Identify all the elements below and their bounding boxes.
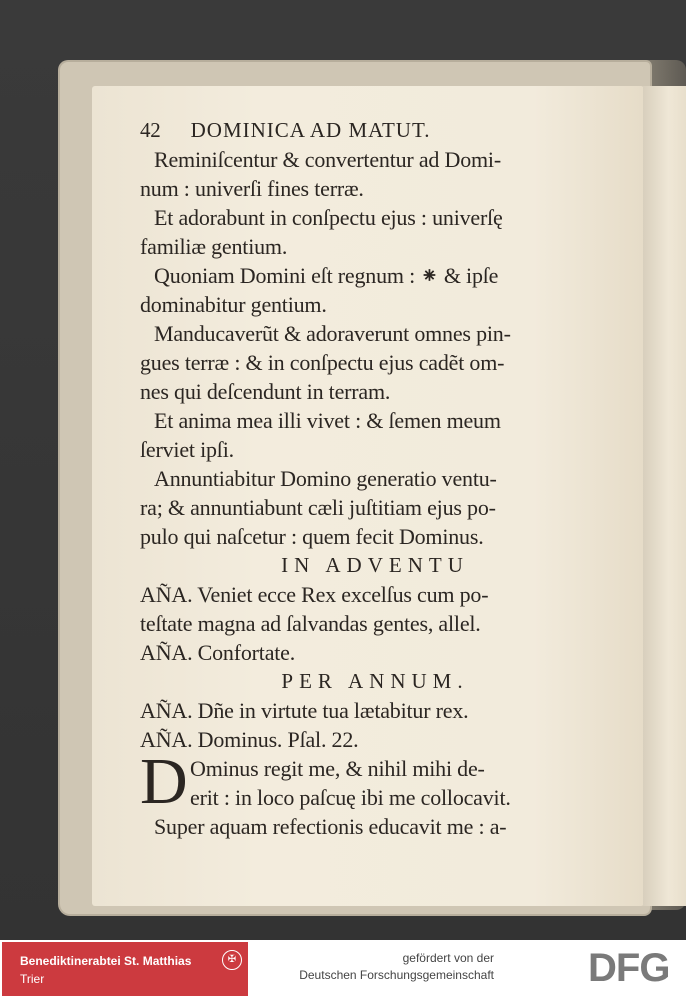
text-line: Reminiſcentur & convertentur ad Domi- [154, 147, 501, 172]
text-line: familiæ gentium. [140, 234, 288, 259]
text-line: num : univerſi fines terræ. [140, 176, 364, 201]
funding-line-2: Deutschen Forschungsgemeinschaft [299, 968, 494, 982]
running-title: DOMINICA AD MATUT. [190, 118, 431, 142]
facing-page [643, 86, 686, 906]
page-text [140, 116, 610, 841]
funding-line-1: gefördert von der [402, 951, 494, 965]
text-line: dominabitur gentium. [140, 292, 327, 317]
funding-note [299, 950, 494, 984]
text-line: Et anima mea illi vivet : & ſemen meum [154, 408, 501, 433]
text-line: pulo qui naſcetur : quem fecit Dominus. [140, 524, 484, 549]
text-line: Super aquam refectionis educavit me : a- [154, 814, 507, 839]
section-heading-advent: IN ADVENTU [281, 553, 469, 577]
institution-name: Benediktinerabtei St. Matthias [20, 954, 192, 968]
text-line: Ominus regit me, & nihil mihi de- [190, 756, 485, 781]
page-header [140, 116, 610, 145]
page-number: 42 [140, 118, 161, 142]
antiphon-line: AÑA. Dominus. Pſal. 22. [140, 727, 359, 752]
text-line: Annuntiabitur Domino generatio ventu- [154, 466, 497, 491]
dfg-logo[interactable]: DFG [588, 946, 670, 990]
antiphon-line: AÑA. Veniet ecce Rex excelſus cum po- [140, 582, 489, 607]
text-line: erit : in loco paſcuę ibi me collocavit. [190, 785, 511, 810]
section-heading-per-annum: PER ANNUM. [281, 669, 469, 693]
institution-city: Trier [20, 972, 45, 986]
text-line: gues terræ : & in conſpectu ejus cadẽt om- [140, 350, 505, 375]
antiphon-line: AÑA. Dñe in virtute tua lætabitur rex. [140, 698, 469, 723]
institution-banner[interactable] [2, 942, 248, 996]
text-line: Quoniam Domini eſt regnum : ⁕ & ipſe [154, 263, 499, 288]
text-line: ra; & annuntiabunt cæli juſtitiam ejus po- [140, 495, 496, 520]
psalm-opening [140, 745, 610, 818]
drop-cap: D [140, 745, 188, 818]
text-line: Et adorabunt in conſpectu ejus : univerſę [154, 205, 503, 230]
text-line: nes qui deſcendunt in terram. [140, 379, 391, 404]
text-line: ſerviet ipſi. [140, 437, 234, 462]
antiphon-line: AÑA. Confortate. [140, 640, 296, 665]
abbey-logo-icon: ✠ [222, 950, 242, 970]
text-line: teſtate magna ad ſalvandas gentes, allel. [140, 611, 481, 636]
text-line: Manducaverũt & adoraverunt omnes pin- [154, 321, 511, 346]
